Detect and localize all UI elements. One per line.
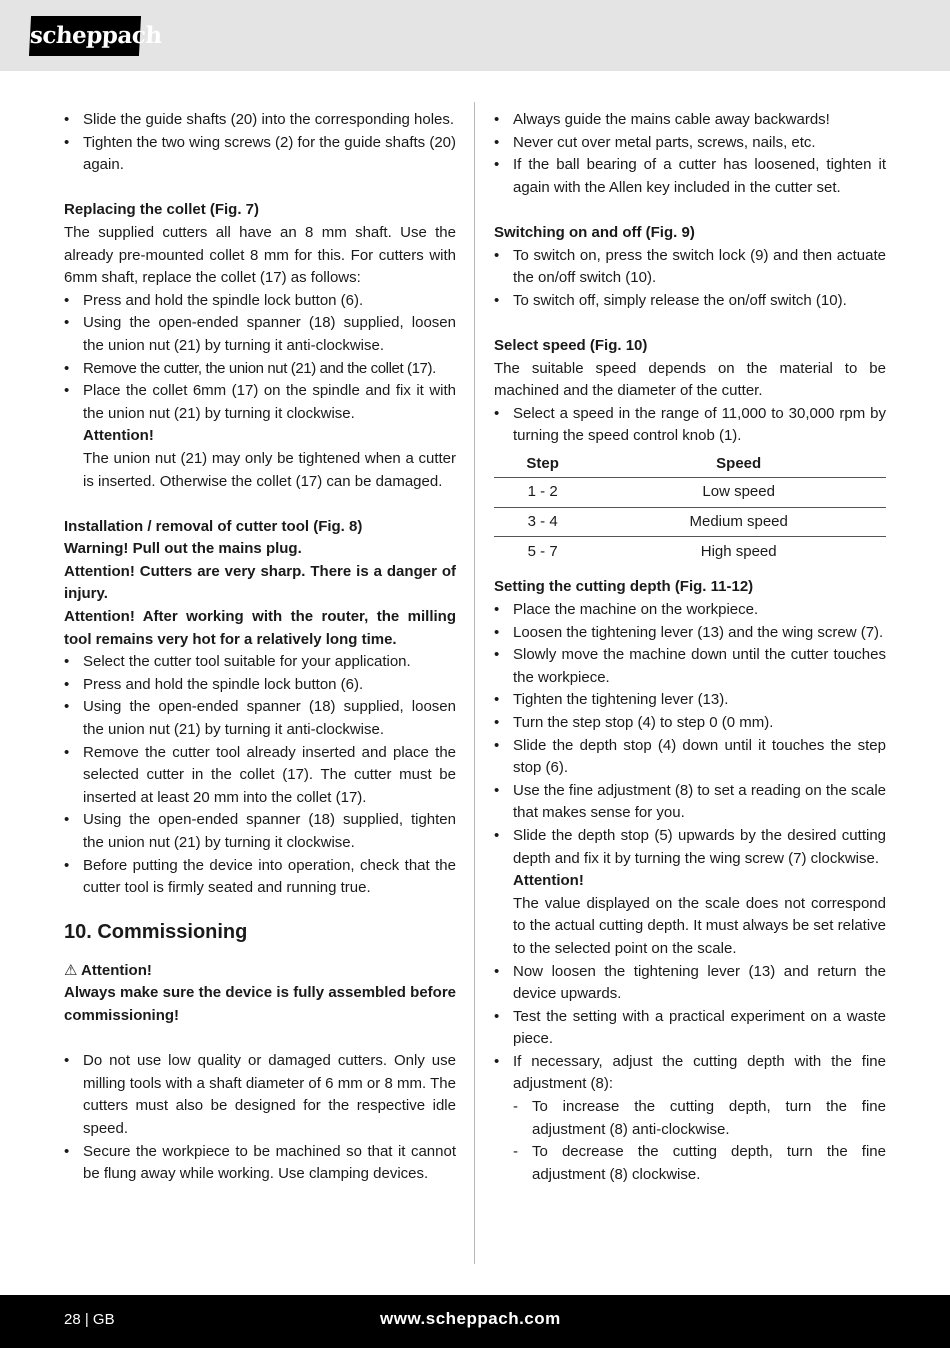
list-item: • To switch off, simply release the on/off switch (10). bbox=[494, 290, 886, 313]
commissioning-warning: Always make sure the device is fully assembled before commissioning! bbox=[64, 984, 456, 1024]
table-cell: 1 - 2 bbox=[494, 478, 591, 508]
collet-text: The supplied cutters all have an 8 mm shaft. Use the already pre-mounted collet 8 mm for this. For cutters with 6mm shaft, replace the collet (17) as follows: bbox=[64, 223, 456, 287]
speed-title: Select speed (Fig. 10) bbox=[494, 336, 648, 354]
table-cell: 3 - 4 bbox=[494, 507, 591, 537]
section-heading: 10. Commissioning bbox=[64, 920, 248, 943]
list-item: • Tighten the two wing screws (2) for the guide shafts (20) again. bbox=[64, 132, 456, 177]
list-item: • Slowly move the machine down until the cutter touches the workpiece. bbox=[494, 644, 886, 689]
list-item: • Slide the guide shafts (20) into the corresponding holes. bbox=[64, 109, 456, 132]
list-item: • Always guide the mains cable away backwards! bbox=[494, 109, 886, 132]
table-cell: 5 - 7 bbox=[527, 542, 558, 560]
list-item: • Using the open-ended spanner (18) supplied, tighten the union nut (21) by turning it clockwise. bbox=[64, 809, 456, 854]
collet-list bbox=[64, 290, 456, 493]
list-item: • Never cut over metal parts, screws, nails, etc. bbox=[494, 132, 886, 155]
list-item: • If the ball bearing of a cutter has loosened, tighten it again with the Allen key included in the cutter set. bbox=[494, 154, 886, 199]
list-item: • Press and hold the spindle lock button (6). bbox=[64, 674, 456, 697]
list-item: • Use the fine adjustment (8) to set a reading on the scale that makes sense for you. bbox=[494, 780, 886, 825]
list-item-text: • Slide the depth stop (5) upwards by the desired cutting depth and fix it by turning the wing screw (7) clockwise. bbox=[513, 826, 886, 867]
install-list bbox=[64, 651, 456, 900]
table-row bbox=[494, 507, 886, 537]
list-item: • Test the setting with a practical experiment on a waste piece. bbox=[494, 1006, 886, 1051]
right-column bbox=[494, 109, 886, 1186]
depth-title: Setting the cutting depth (Fig. 11-12) bbox=[494, 578, 754, 596]
list-item bbox=[494, 825, 886, 961]
warning-text: Attention! Cutters are very sharp. There is a danger of injury. bbox=[64, 562, 456, 603]
collet-title: Replacing the collet (Fig. 7) bbox=[64, 201, 260, 219]
switching-list bbox=[494, 245, 886, 313]
attention-label: Attention! bbox=[83, 427, 154, 445]
warning-text: Warning! Pull out the mains plug. bbox=[64, 540, 302, 558]
list-item: • Using the open-ended spanner (18) supplied, loosen the union nut (21) by turning it anti-clockwise. bbox=[64, 312, 456, 357]
intro-list bbox=[494, 109, 886, 199]
list-item: • Remove the cutter, the union nut (21) and the collet (17). bbox=[64, 358, 456, 381]
table-header: Step bbox=[494, 452, 591, 478]
attention-text: The union nut (21) may only be tightened when a cutter is inserted. Otherwise the collet (17) can be damaged. bbox=[83, 449, 456, 490]
column-divider bbox=[474, 102, 475, 1264]
table-row bbox=[494, 537, 886, 567]
brand-logo: scheppach bbox=[29, 16, 141, 56]
list-item bbox=[494, 1051, 886, 1187]
list-item: • Now loosen the tightening lever (13) and return the device upwards. bbox=[494, 961, 886, 1006]
table-row bbox=[494, 478, 886, 508]
attention-label: Attention! bbox=[513, 872, 584, 890]
depth-list bbox=[494, 599, 886, 1186]
list-item-text: • Place the collet 6mm (17) on the spindle and fix it with the union nut (21) by turning it clockwise. bbox=[83, 382, 456, 422]
attention-label: ⚠ Attention! bbox=[64, 961, 152, 979]
list-item: • Before putting the device into operation, check that the cutter tool is firmly seated and running true. bbox=[64, 855, 456, 900]
attention-text: The value displayed on the scale does not correspond to the actual cutting depth. It must always be set relative to the selected point on the scale. bbox=[513, 894, 886, 957]
website-link[interactable]: www.scheppach.com bbox=[380, 1309, 561, 1328]
sub-list-item: - To increase the cutting depth, turn the fine adjustment (8) anti-clockwise. bbox=[513, 1096, 886, 1141]
sub-list-item: - To decrease the cutting depth, turn the fine adjustment (8) clockwise. bbox=[513, 1141, 886, 1186]
list-item: • Secure the workpiece to be machined so that it cannot be flung away while working. Use clamping devices. bbox=[64, 1141, 456, 1186]
list-item: • Select a speed in the range of 11,000 to 30,000 rpm by turning the speed control knob (1). bbox=[494, 403, 886, 448]
list-item: • Loosen the tightening lever (13) and the wing screw (7). bbox=[494, 622, 886, 645]
list-item: • Remove the cutter tool already inserted and place the selected cutter in the collet (17). The cutter must be inserted at least 20 mm into the collet (17). bbox=[64, 742, 456, 810]
page-header bbox=[0, 0, 950, 71]
list-item: • Turn the step stop (4) to step 0 (0 mm). bbox=[494, 712, 886, 735]
intro-list bbox=[64, 109, 456, 177]
list-item: • To switch on, press the switch lock (9) and then actuate the on/off switch (10). bbox=[494, 245, 886, 290]
list-item: • Tighten the tightening lever (13). bbox=[494, 689, 886, 712]
list-item: • Select the cutter tool suitable for your application. bbox=[64, 651, 456, 674]
list-item: • Slide the depth stop (4) down until it touches the step stop (6). bbox=[494, 735, 886, 780]
list-item: • Using the open-ended spanner (18) supplied, loosen the union nut (21) by turning it anti-clockwise. bbox=[64, 696, 456, 741]
speed-text: The suitable speed depends on the material to be machined and the diameter of the cutter. bbox=[494, 359, 886, 400]
table-cell: High speed bbox=[700, 542, 777, 560]
commissioning-list bbox=[64, 1050, 456, 1186]
left-column bbox=[64, 109, 456, 1186]
page-number: 28 | GB bbox=[64, 1311, 115, 1328]
list-item: • Do not use low quality or damaged cutters. Only use milling tools with a shaft diameter of 6 mm or 8 mm. The cutters must also be designed for the respective idle speed. bbox=[64, 1050, 456, 1140]
warning-text: Attention! After working with the router, the milling tool remains very hot for a relatively long time. bbox=[64, 608, 456, 648]
install-title: Installation / removal of cutter tool (Fig. 8) bbox=[64, 517, 363, 535]
sub-list bbox=[513, 1096, 886, 1186]
list-item: • Place the machine on the workpiece. bbox=[494, 599, 886, 622]
speed-list bbox=[494, 403, 886, 448]
list-item: • Press and hold the spindle lock button (6). bbox=[64, 290, 456, 313]
speed-table bbox=[494, 452, 886, 567]
switching-title: Switching on and off (Fig. 9) bbox=[494, 223, 695, 241]
table-cell: Medium speed bbox=[591, 507, 886, 537]
page-footer bbox=[0, 1295, 950, 1348]
list-item-text: • If necessary, adjust the cutting depth with the fine adjustment (8): bbox=[513, 1052, 886, 1093]
list-item bbox=[64, 380, 456, 493]
table-header: Speed bbox=[591, 452, 886, 478]
table-cell: Low speed bbox=[591, 478, 886, 508]
